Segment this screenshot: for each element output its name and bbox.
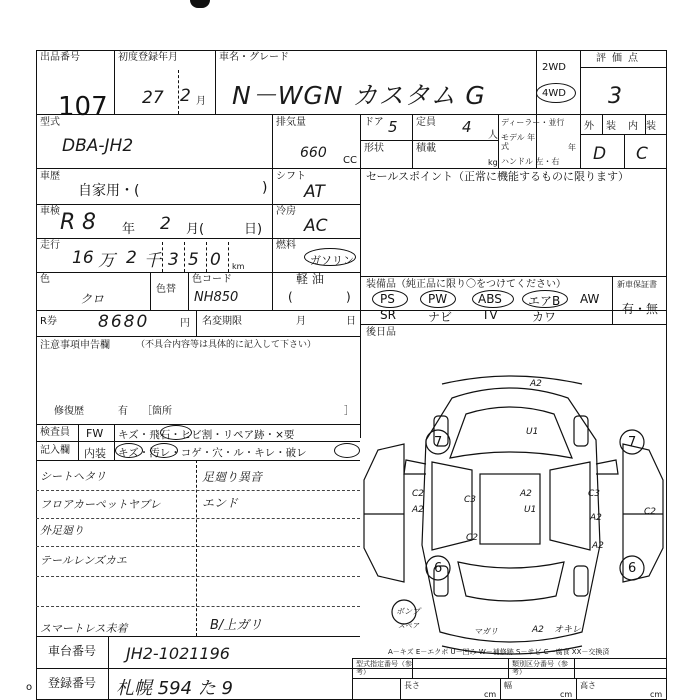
exterior-label: 外装 xyxy=(584,121,628,132)
first-reg-month-char: 月 xyxy=(196,96,206,107)
capacity-unit: 人 xyxy=(488,130,498,141)
equipment-label: 装備品（純正品に限り〇をつけてください） xyxy=(366,279,566,290)
load-label: 積載 xyxy=(416,143,436,154)
equip-pw: PW xyxy=(428,292,448,306)
capacity-value: 4 xyxy=(462,118,472,136)
equip-leather: カワ xyxy=(532,310,557,324)
remark-6-left: スマートレス未着 xyxy=(40,622,128,635)
mileage-unit: km xyxy=(232,262,245,271)
mileage-d3: 3 xyxy=(168,250,179,270)
recycle-unit: 円 xyxy=(180,318,190,329)
shift-value: AT xyxy=(304,182,325,202)
ac-value: AC xyxy=(304,216,328,236)
first-reg-label: 初度登録年月 xyxy=(118,52,178,63)
mark-left-c3: C3 xyxy=(464,495,477,505)
mark-right-c2: C2 xyxy=(644,507,657,517)
dealer-label: ディーラー・並行 xyxy=(501,118,565,127)
equip-airbag: エアB xyxy=(528,294,561,308)
fuel-paren-open: ( xyxy=(288,290,293,304)
width-label: 幅 xyxy=(504,681,512,690)
mark-left-a2: A2 xyxy=(412,505,424,515)
mark-left-c2: C2 xyxy=(412,489,425,499)
remark-1-left: シートヘタリ xyxy=(40,470,106,483)
color-change-label: 色替 xyxy=(156,284,176,295)
model-value: DBA-JH2 xyxy=(62,136,134,156)
spare-label: ボンプ xyxy=(396,607,420,616)
registration-label: 登録番号 xyxy=(48,676,97,690)
remark-1-right: 足廻り異音 xyxy=(202,470,263,484)
remark-6-right: B/上ガリ xyxy=(210,618,263,633)
fuel-gas-circle xyxy=(304,248,356,266)
model-year-unit: 年 xyxy=(568,143,576,152)
warranty-value: 有・無 xyxy=(622,302,659,316)
inspection-year-char: 年 xyxy=(122,222,136,237)
inspector-label: 検査員 xyxy=(40,427,70,438)
mileage-d5: 0 xyxy=(210,250,221,270)
color-code-value: NH850 xyxy=(194,290,239,305)
rear-item-label: 後日品 xyxy=(366,327,396,338)
equip-abs-circle xyxy=(472,290,514,308)
name-change-month: 月 xyxy=(296,316,306,327)
mark-wheel-fr: 7 xyxy=(628,435,637,450)
interior-grade: C xyxy=(636,144,648,164)
model-label: 型式 xyxy=(40,117,60,128)
exterior-grade: D xyxy=(593,144,607,164)
car-name: N－WGN カスタム G xyxy=(232,81,486,110)
equip-pw-circle xyxy=(420,290,456,308)
repair-has: 有 xyxy=(118,406,128,417)
inspection-month: 2 xyxy=(160,214,171,234)
first-reg-month: 2 xyxy=(180,86,191,106)
flag-chip-circle xyxy=(160,425,192,440)
mark-wheel-fl: 7 xyxy=(434,435,443,450)
repair-close: ］ xyxy=(344,406,354,417)
displacement-value: 660 xyxy=(300,145,327,161)
inspection-day-char: 日) xyxy=(244,222,263,237)
inspector-flags-interior: キズ・汚レ・コゲ・穴・ル・キレ・破レ xyxy=(118,447,307,459)
equip-aw: AW xyxy=(580,292,600,306)
drive-4wd: 4WD xyxy=(542,88,566,99)
mark-right-c3: C3 xyxy=(588,489,601,499)
fuel-paren-close: ) xyxy=(346,290,351,304)
car-damage-diagram xyxy=(360,370,667,660)
color-label: 色 xyxy=(40,274,50,285)
mark-wheel-rr: 6 xyxy=(628,561,637,576)
punch-hole xyxy=(190,0,210,8)
first-reg-year: 27 xyxy=(142,88,164,108)
mileage-d1: 16 xyxy=(72,248,94,268)
history-close: ) xyxy=(262,180,268,196)
remark-2-right: エンド xyxy=(202,496,239,510)
mark-roof-a2: A2 xyxy=(530,379,542,389)
designated-label: 型式指定番号（参考） xyxy=(356,660,412,676)
recycle-label: R券 xyxy=(40,316,57,327)
color-code-label: 色コード xyxy=(192,274,232,285)
remark-3-left: 外足廻り xyxy=(40,524,84,537)
mark-wheel-rl: 6 xyxy=(434,561,443,576)
remark-2-left: フロアカーペットヤブレ xyxy=(40,498,161,511)
registration-value: 札幌 594 た 9 xyxy=(116,678,233,699)
equip-ps: PS xyxy=(380,292,395,306)
repair-label: 修復歴 xyxy=(54,406,84,417)
equip-tv: TV xyxy=(482,308,498,322)
mark-right-a2b: A2 xyxy=(592,541,604,551)
drive-4wd-circle xyxy=(536,83,576,103)
classification-label: 類別区分番号（参考） xyxy=(512,660,568,676)
shift-label: シフト xyxy=(276,171,306,182)
mileage-label: 走行 xyxy=(40,240,60,251)
drive-2wd: 2WD xyxy=(542,62,566,73)
mileage-d2: 2 xyxy=(126,248,137,268)
inspection-year: 8 xyxy=(82,210,96,235)
interior-label: 内装 xyxy=(628,121,664,132)
equip-navi: ナビ xyxy=(428,310,453,324)
equip-airbag-circle xyxy=(522,290,568,308)
notes-label: 注意事項申告欄 xyxy=(40,340,110,351)
displacement-unit: CC xyxy=(343,155,357,166)
mark-rear-okire: オキレ xyxy=(554,625,581,635)
equip-sr: SR xyxy=(380,308,396,322)
fuel-gas: ガソリン xyxy=(310,254,354,267)
history-label: 車歴 xyxy=(40,171,60,182)
displacement-label: 排気量 xyxy=(276,117,306,128)
inspection-label: 車検 xyxy=(40,206,60,217)
history-value: 自家用・( xyxy=(78,183,140,199)
recycle-value: 8680 xyxy=(98,312,150,332)
inspection-era: R xyxy=(60,210,76,235)
width-unit: cm xyxy=(560,690,573,699)
chassis-label: 車台番号 xyxy=(48,644,97,658)
equip-abs: ABS xyxy=(478,292,502,306)
mark-roof-u1b: U1 xyxy=(524,505,537,515)
length-label: 長さ xyxy=(404,681,420,690)
shape-label: 形状 xyxy=(364,143,384,154)
sales-point-label: セールスポイント（正常に機能するものに限ります） xyxy=(366,170,630,183)
flag-dirt-circle xyxy=(150,443,178,458)
load-unit: kg xyxy=(488,158,498,167)
mark-rear-a2: A2 xyxy=(532,625,544,635)
inspector-interior: 内装 xyxy=(84,447,106,460)
flag-scratch-circle xyxy=(115,443,143,458)
flag-torn-circle xyxy=(334,443,360,458)
inspector-fw: FW xyxy=(86,427,104,440)
magari-label: マガリ xyxy=(474,627,498,636)
chassis-value: JH2-1021196 xyxy=(126,644,230,663)
name-change-day: 日 xyxy=(346,316,356,327)
car-name-label: 車名・グレード xyxy=(219,52,289,63)
ac-label: 冷房 xyxy=(276,206,296,217)
registration-mark: o xyxy=(26,682,33,693)
capacity-label: 定員 xyxy=(416,117,436,128)
model-year-label: モデル 年式 xyxy=(501,133,536,151)
doors-value: 5 xyxy=(388,118,398,136)
diagram-legend: A－キズ E－エクボ U－凹み W－補修跡 S－サビ C－腐食 XX－交換済 xyxy=(388,648,610,656)
mileage-d4: 5 xyxy=(188,250,199,270)
mileage-man: 万 xyxy=(98,251,115,271)
doors-label: ドア xyxy=(364,117,384,128)
eval-score: 3 xyxy=(608,84,622,109)
spare-sub: スペア xyxy=(398,622,419,630)
mark-left-c2b: C2 xyxy=(466,533,479,543)
height-unit: cm xyxy=(650,690,663,699)
height-label: 高さ xyxy=(580,681,596,690)
mark-right-a2: A2 xyxy=(590,513,602,523)
inspection-month-char: 月( xyxy=(186,222,205,237)
color-value: クロ xyxy=(80,292,105,306)
length-unit: cm xyxy=(484,690,497,699)
fuel-label: 燃料 xyxy=(276,240,296,251)
handle-label: ハンドル 左・右 xyxy=(501,157,560,166)
record-label: 記入欄 xyxy=(40,445,70,456)
equip-ps-circle xyxy=(372,290,408,308)
warranty-label: 新車保証書 xyxy=(617,280,657,289)
notes-sub: （不具合内容等は具体的に記入して下さい） xyxy=(136,340,317,350)
mark-roof-a2b: A2 xyxy=(520,489,532,499)
fuel-light: 軽 油 xyxy=(296,272,324,286)
lot-label: 出品番号 xyxy=(40,52,80,63)
name-change-label: 名変期限 xyxy=(202,316,242,327)
eval-label: 評価点 xyxy=(596,53,644,64)
remark-4-left: テールレンズカエ xyxy=(40,554,127,567)
mileage-sen: 千 xyxy=(144,251,161,271)
repair-place: ［箇所 xyxy=(142,406,172,417)
inspector-flags-exterior: キズ・飛石・ヒビ割・リペア跡・×要 xyxy=(118,429,295,441)
lot-number: 107 xyxy=(58,92,108,122)
mark-hood-u1: U1 xyxy=(526,427,539,437)
